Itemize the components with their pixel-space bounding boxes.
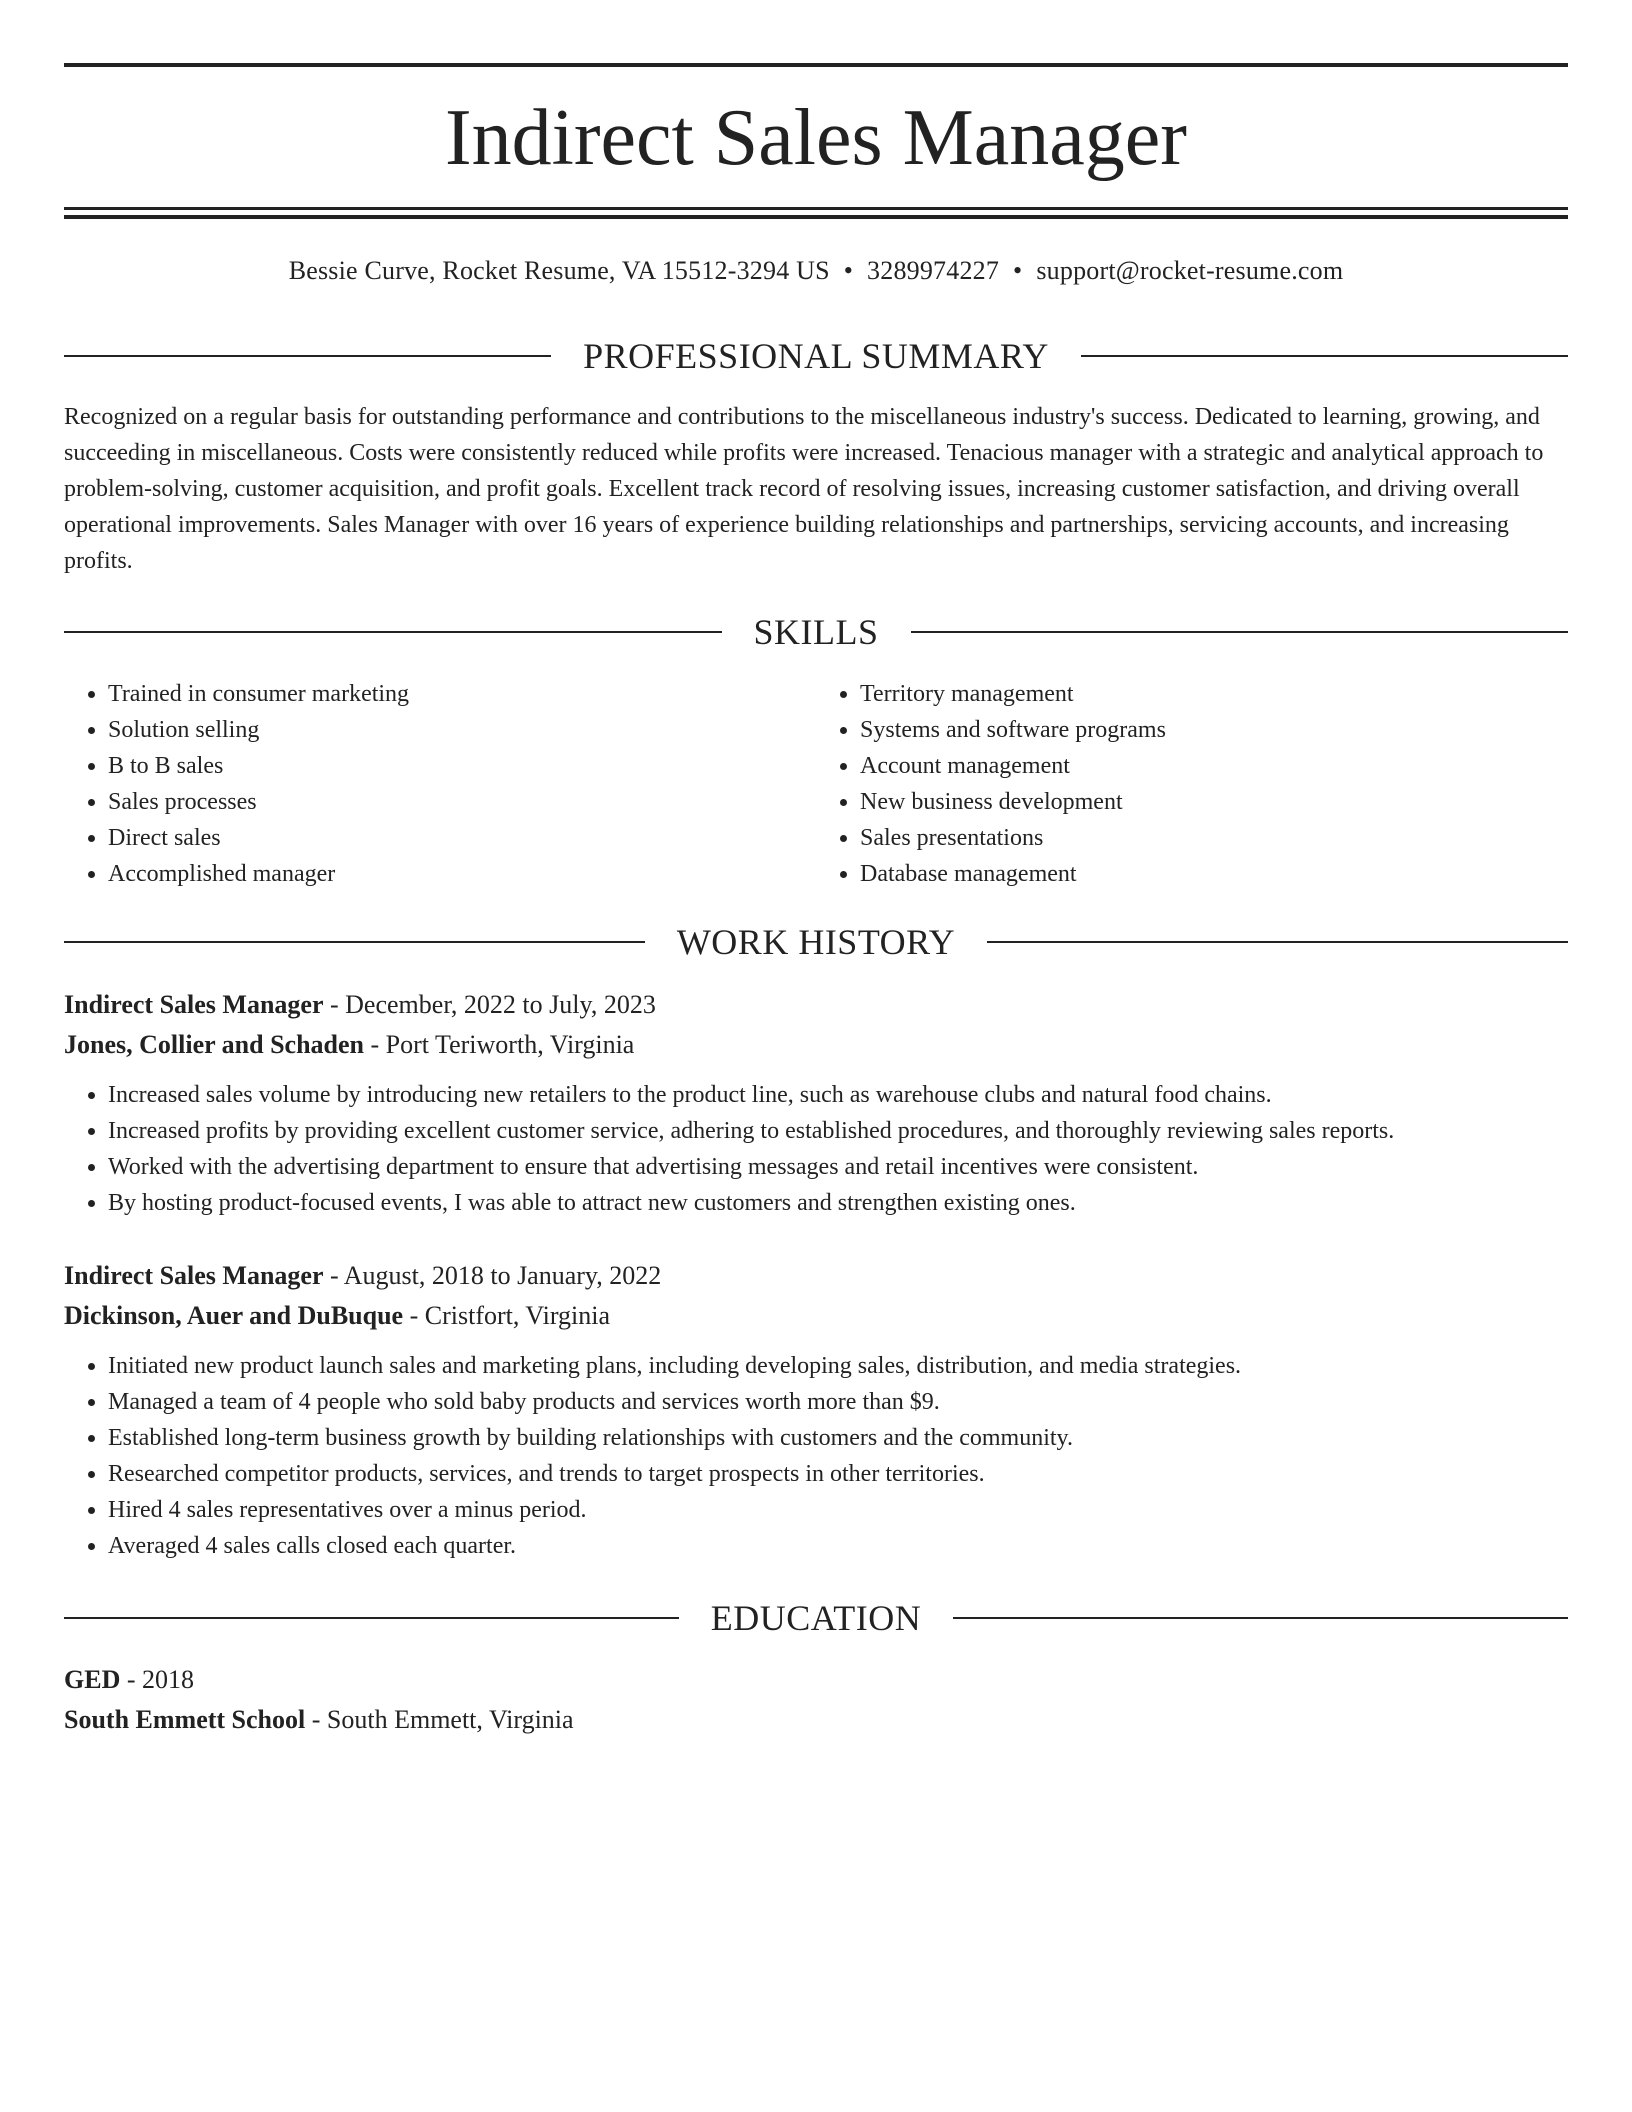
contact-email: support@rocket-resume.com <box>1036 256 1344 285</box>
heading-rule-left <box>64 1617 679 1619</box>
section-heading-education <box>64 1596 1568 1640</box>
job-bullet: • Averaged 4 sales calls closed each quarter. <box>108 1528 1568 1564</box>
skill-item: • Sales presentations <box>860 820 1568 856</box>
skill-item: • Territory management <box>860 676 1568 712</box>
job-company-line <box>64 1025 1568 1065</box>
section-title: SKILLS <box>753 612 879 652</box>
job-bullet: • Established long-term business growth by building relationships with customers and the community. <box>108 1420 1568 1456</box>
job-entry <box>64 985 1568 1221</box>
skill-item: • Solution selling <box>108 712 816 748</box>
skill-item: • Direct sales <box>108 820 816 856</box>
job-bullet: • Increased profits by providing excellent customer service, adhering to established procedures, and thoroughly reviewing sales reports. <box>108 1113 1568 1149</box>
skill-item: • B to B sales <box>108 748 816 784</box>
section-title: PROFESSIONAL SUMMARY <box>583 336 1049 376</box>
education-year: - 2018 <box>120 1665 195 1694</box>
job-title: Indirect Sales Manager <box>64 1261 324 1290</box>
skills-column-left <box>64 676 816 892</box>
skill-item: • Sales processes <box>108 784 816 820</box>
job-bullet: • Researched competitor products, services, and trends to target prospects in other territories. <box>108 1456 1568 1492</box>
skill-item: • Systems and software programs <box>860 712 1568 748</box>
job-bullet: • Hired 4 sales representatives over a minus period. <box>108 1492 1568 1528</box>
education-school: South Emmett School <box>64 1705 306 1734</box>
job-bullet: • By hosting product-focused events, I was able to attract new customers and strengthen existing ones. <box>108 1185 1568 1221</box>
top-rule <box>64 63 1568 67</box>
section-heading-summary <box>64 334 1568 378</box>
education-entry <box>64 1660 1568 1740</box>
resume-title: Indirect Sales Manager <box>445 94 1187 182</box>
heading-rule-right <box>911 631 1569 633</box>
title-double-rule <box>64 207 1568 219</box>
job-dates: - December, 2022 to July, 2023 <box>323 990 656 1019</box>
skill-item: • Database management <box>860 856 1568 892</box>
job-title-line <box>64 985 1568 1025</box>
job-location: - Port Teriworth, Virginia <box>364 1030 635 1059</box>
section-title: WORK HISTORY <box>676 922 956 962</box>
education-school-line <box>64 1700 1568 1740</box>
job-bullets <box>64 1077 1568 1221</box>
skills-column-right <box>816 676 1568 892</box>
summary-text: Recognized on a regular basis for outstanding performance and contributions to the miscellaneous industry's success. Dedicated to learning, growing, and succeeding in miscellaneous. Costs were consistently reduced while profits were increased. Tenacious manager with a strategic and analytical approach to problem-solving, customer acquisition, and profit goals. Excellent track record of resolving issues, increasing customer satisfaction, and driving overall operational improvements. Sales Manager with over 16 years of experience building relationships and partnerships, servicing accounts, and increasing profits. <box>64 404 1544 574</box>
contact-line <box>64 253 1568 289</box>
skill-item: • New business development <box>860 784 1568 820</box>
section-heading-work-history <box>64 920 1568 964</box>
job-title: Indirect Sales Manager <box>64 990 324 1019</box>
job-bullet: • Initiated new product launch sales and marketing plans, including developing sales, distribution, and media strategies. <box>108 1348 1568 1384</box>
section-title: EDUCATION <box>710 1598 922 1638</box>
heading-rule-left <box>64 941 645 943</box>
job-location: - Cristfort, Virginia <box>403 1301 611 1330</box>
job-dates: - August, 2018 to January, 2022 <box>323 1261 662 1290</box>
heading-rule-right <box>987 941 1568 943</box>
heading-rule-left <box>64 631 722 633</box>
job-company: Dickinson, Auer and DuBuque <box>64 1301 404 1330</box>
job-title-line <box>64 1256 1568 1296</box>
job-company: Jones, Collier and Schaden <box>64 1030 365 1059</box>
education-degree: GED <box>64 1665 121 1694</box>
heading-rule-right <box>1081 355 1568 357</box>
contact-separator: • <box>843 256 854 285</box>
heading-rule-left <box>64 355 551 357</box>
contact-phone: 3289974227 <box>867 256 1000 285</box>
job-bullets <box>64 1348 1568 1564</box>
heading-rule-right <box>953 1617 1568 1619</box>
section-heading-skills <box>64 610 1568 654</box>
skill-item: • Account management <box>860 748 1568 784</box>
skill-item: • Accomplished manager <box>108 856 816 892</box>
job-company-line <box>64 1296 1568 1336</box>
skill-item: • Trained in consumer marketing <box>108 676 816 712</box>
education-location: - South Emmett, Virginia <box>305 1705 574 1734</box>
job-bullet: • Managed a team of 4 people who sold baby products and services worth more than $9. <box>108 1384 1568 1420</box>
skills-list <box>64 676 1568 892</box>
contact-address: Bessie Curve, Rocket Resume, VA 15512-3294 US <box>288 256 830 285</box>
job-bullet: • Increased sales volume by introducing new retailers to the product line, such as warehouse clubs and natural food chains. <box>108 1077 1568 1113</box>
education-degree-line <box>64 1660 1568 1700</box>
job-bullet: • Worked with the advertising department to ensure that advertising messages and retail incentives were consistent. <box>108 1149 1568 1185</box>
contact-separator: • <box>1013 256 1023 285</box>
job-entry <box>64 1256 1568 1564</box>
